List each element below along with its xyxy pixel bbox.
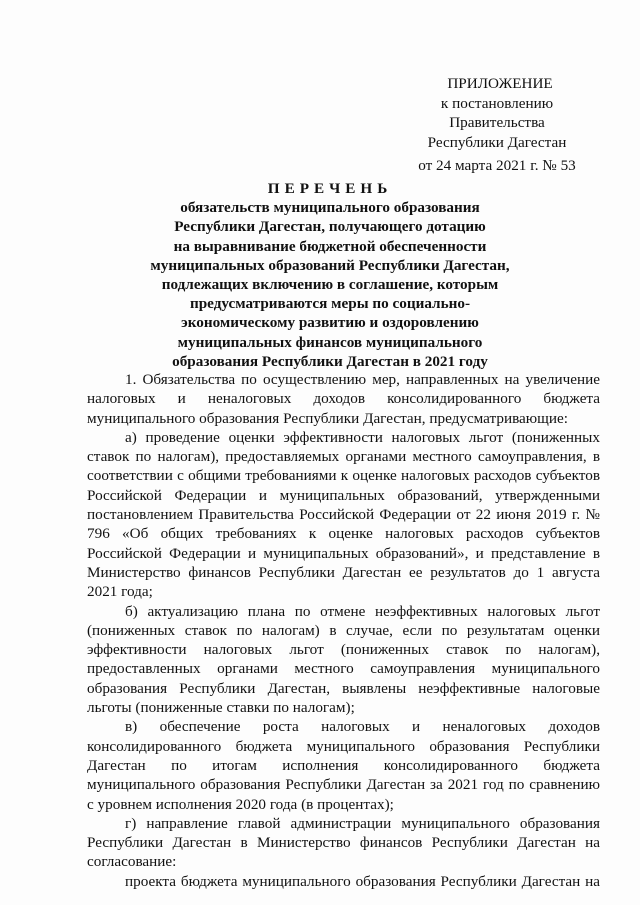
heading-line: муниципальных финансов муниципального xyxy=(177,333,483,351)
paragraph-1: 1. Обязательства по осуществлению мер, направленных на увеличение налоговых и неналоговых доходов консолидированного бюджета муниципального образования Республики Дагестан, предусматривающие: xyxy=(87,371,600,427)
heading-line: предусматриваются меры по социально- xyxy=(189,295,471,313)
paragraph-continued: проекта бюджета муниципального образования Республики Дагестан на xyxy=(125,872,600,890)
annex-republic: Республики Дагестан xyxy=(427,133,567,151)
paragraph-item-b: б) актуализацию плана по отмене неэффективных налоговых льгот (пониженных ставок по налогам) в случае, если по результатам оценки эффективности налоговых льгот (пониженных ставок по налогам), предоставленных органами местного самоуправления муниципального образования Республики Дагестан, выявлены неэффективные налоговые льготы (пониженные ставки по налогам); xyxy=(87,602,600,717)
annex-title: ПРИЛОЖЕНИЕ xyxy=(447,75,553,92)
heading-line: подлежащих включению в соглашение, которым xyxy=(161,276,499,294)
paragraph-item-v: в) обеспечение роста налоговых и неналоговых доходов консолидированного бюджета муниципального образования Республики Дагестан по итогам исполнения консолидированного бюджета муниципального образования Республики Дагестан за 2021 год по сравнению с уровнем исполнения 2020 года (в процентах); xyxy=(87,718,600,813)
annex-date: от 24 марта 2021 г. № 53 xyxy=(418,157,576,174)
heading-line: муниципальных образований Республики Дагестан, xyxy=(150,256,510,274)
heading-line: экономическому развитию и оздоровлению xyxy=(181,314,479,332)
heading-line: обязательств муниципального образования xyxy=(180,199,480,217)
heading-line: на выравнивание бюджетной обеспеченности xyxy=(173,237,487,255)
annex-block xyxy=(392,74,602,176)
annex-reference: к постановлению Правительства xyxy=(440,94,554,131)
heading-title: ПЕРЕЧЕНЬ xyxy=(267,180,393,197)
heading-line: образования Республики Дагестан в 2021 году xyxy=(172,352,488,370)
document-body xyxy=(87,370,600,891)
document-heading xyxy=(120,179,540,371)
paragraph-item-g: г) направление главой администрации муниципального образования Республики Дагестан в Министерство финансов Республики Дагестан на согласование: xyxy=(87,814,600,871)
paragraph-item-a: а) проведение оценки эффективности налоговых льгот (пониженных ставок по налогам), предоставляемых органами местного самоуправления, в соответствии с общими требованиями к оценке налоговых расходов субъектов Российской Федерации и муниципальных образований, утвержденными постановлением Правительства Российской Федерации от 22 июня 2019 г. № 796 «Об общих требованиях к оценке налоговых расходов субъектов Российской Федерации и муниципальных образований», и представление в Министерство финансов Республики Дагестан ее результатов до 1 августа 2021 года; xyxy=(87,428,600,601)
heading-line: Республики Дагестан, получающего дотацию xyxy=(174,218,486,236)
